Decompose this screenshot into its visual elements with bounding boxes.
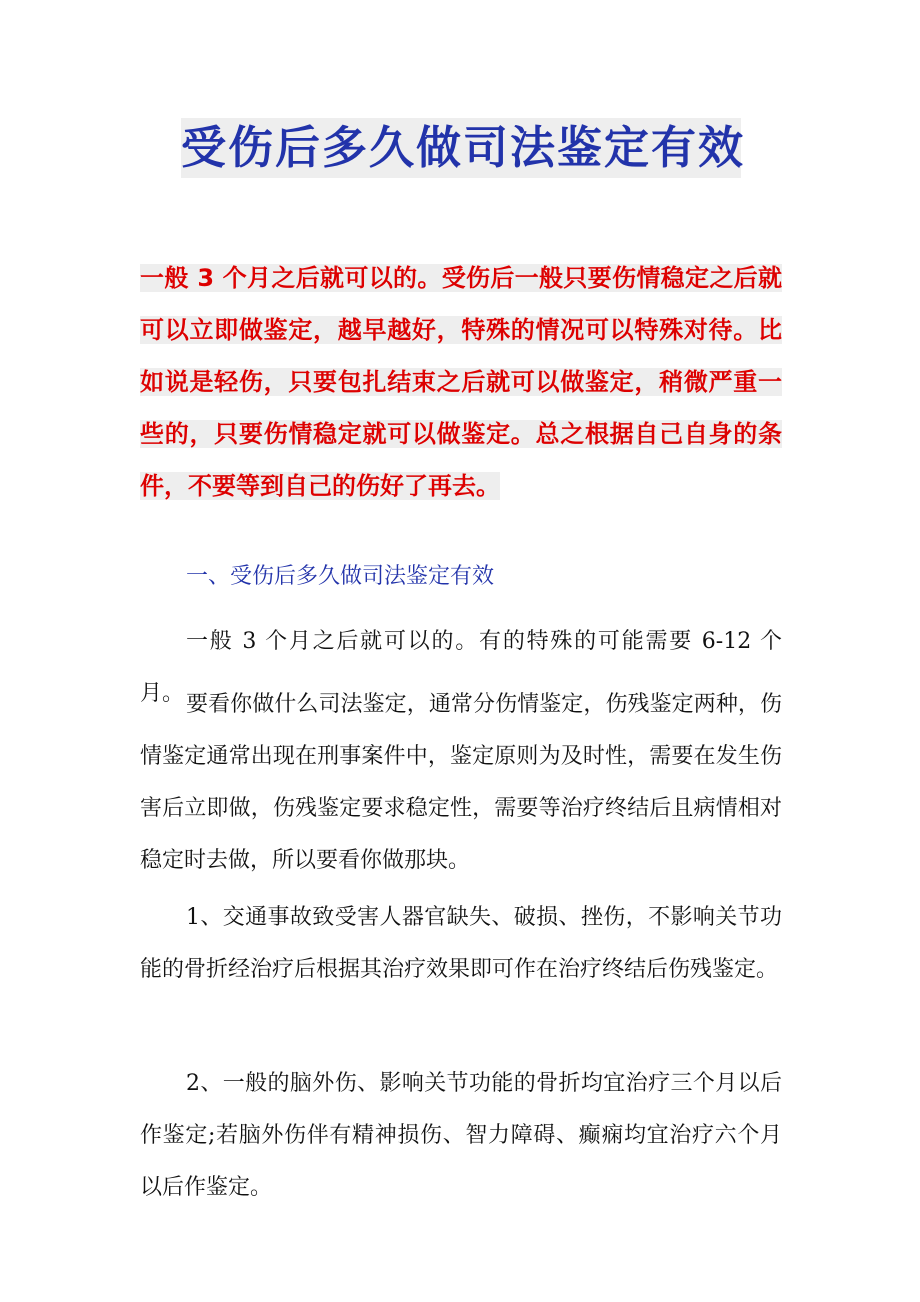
body-paragraph-1: 一般 3 个月之后就可以的。有的特殊的可能需要 6-12 个月。 [140,629,782,706]
document-title: 受伤后多久做司法鉴定有效 [181,118,741,178]
body-paragraph-4: 2、一般的脑外伤、影响关节功能的骨折均宜治疗三个月以后作鉴定;若脑外伤伴有精神损伤、智力障碍、癫痫均宜治疗六个月以后作鉴定。 [140,1071,782,1200]
summary-text: 一般 3 个月之后就可以的。受伤后一般只要伤情稳定之后就可以立即做鉴定，越早越好，特殊的情况可以特殊对待。比如说是轻伤，只要包扎结束之后就可以做鉴定，稍微严重一些的，只要伤情稳定就可以做鉴定。总之根据自己自身的条件，不要等到自己的伤好了再去。 [140,264,782,500]
body-paragraph-3: 1、交通事故致受害人器官缺失、破损、挫伤，不影响关节功能的骨折经治疗后根据其治疗效果即可作在治疗终结后伤残鉴定。 [140,905,782,982]
summary-paragraph [140,252,782,512]
body-paragraph-2: 要看你做什么司法鉴定，通常分伤情鉴定，伤残鉴定两种，伤情鉴定通常出现在刑事案件中，鉴定原则为及时性，需要在发生伤害后立即做，伤残鉴定要求稳定性，需要等治疗终结后且病情相对稳定时去做，所以要看你做那块。 [140,692,782,873]
section-heading: 一、受伤后多久做司法鉴定有效 [186,564,495,589]
